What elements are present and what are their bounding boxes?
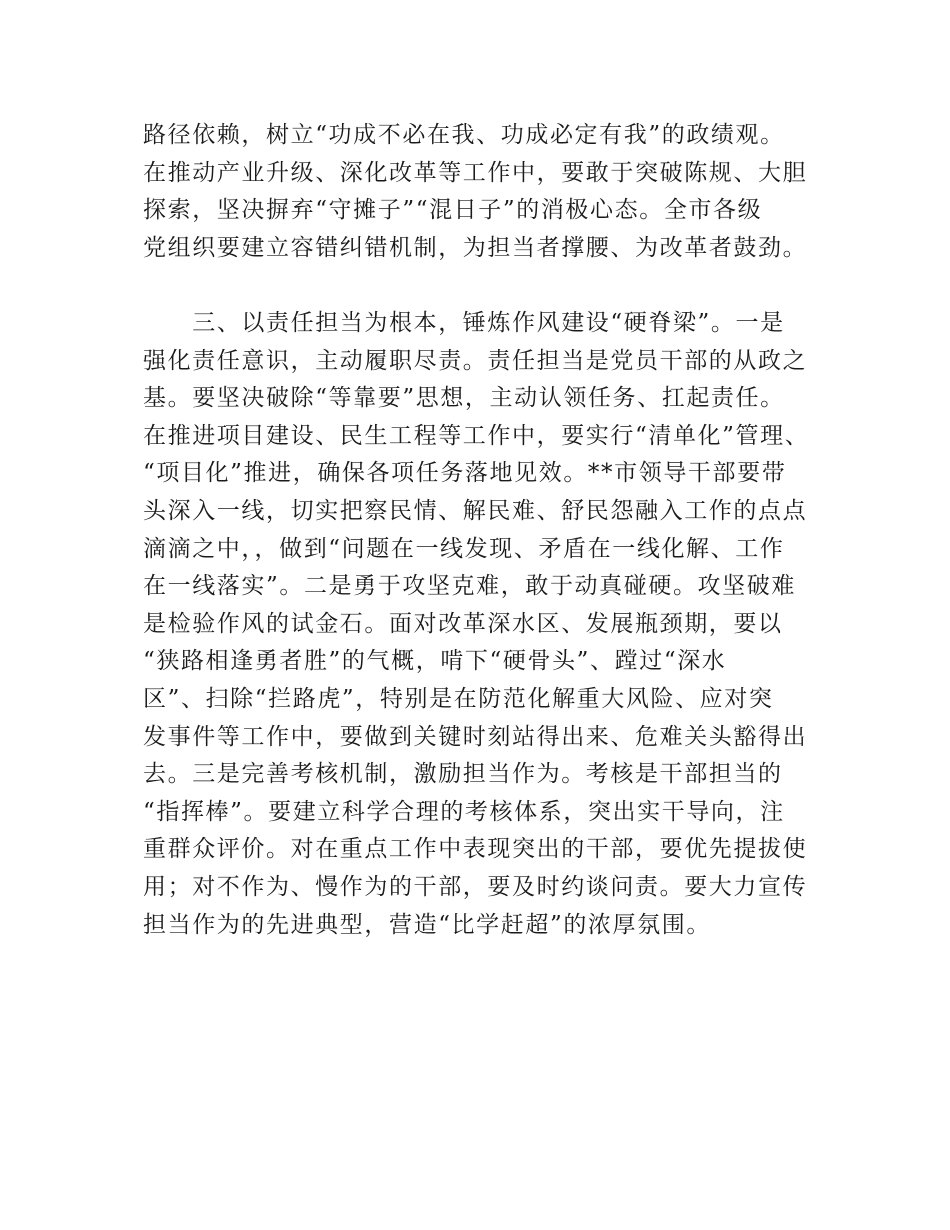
text-line: “指挥棒”。要建立科学合理的考核体系，突出实干导向，注	[143, 798, 785, 825]
text-line: 去。三是完善考核机制，激励担当作为。考核是干部担当的	[143, 761, 783, 788]
text-line: 探索，坚决摒弃“守摊子”“混日子”的消极心态。全市各级	[143, 197, 763, 223]
text-line: 担当作为的先进典型，营造“比学赶超”的浓厚氛围。	[143, 911, 711, 938]
text-line: 用；对不作为、慢作为的干部，要及时约谈问责。要大力宣传	[143, 873, 808, 900]
text-line: 区”、扫除“拦路虎”，特别是在防范化解重大风险、应对突	[143, 685, 774, 712]
text-line: 在推动产业升级、深化改革等工作中，要敢于突破陈规、大胆	[143, 159, 808, 186]
text-line: 基。要坚决破除“等靠要”思想，主动认领任务、扛起责任。	[143, 385, 785, 412]
paragraph-1	[143, 117, 823, 267]
text-line: 发事件等工作中，要做到关键时刻站得出来、危难关头豁得出	[143, 723, 808, 750]
text-line: 重群众评价。对在重点工作中表现突出的干部，要优先提拔使	[143, 836, 808, 863]
text-line: 是检验作风的试金石。面对改革深水区、发展瓶颈期，要以	[143, 610, 783, 637]
text-line: “项目化”推进，确保各项任务落地见效。**市领导干部要带	[143, 460, 787, 487]
paragraph-2	[143, 305, 823, 944]
text-line: 强化责任意识，主动履职尽责。责任担当是党员干部的从政之	[143, 347, 808, 374]
text-line: 三、以责任担当为根本，锤炼作风建设“硬脊梁”。一是	[143, 310, 785, 336]
text-line: “狭路相逢勇者胜”的气概，啃下“硬骨头”、蹚过“深水	[143, 648, 727, 675]
text-line: 在一线落实”。二是勇于攻坚克难，敢于动真碰硬。攻坚破难	[143, 573, 796, 600]
text-line: 路径依赖，树立“功成不必在我、功成必定有我”的政绩观。	[143, 122, 785, 148]
text-line: 头深入一线，切实把察民情、解民难、舒民怨融入工作的点点	[143, 497, 808, 524]
text-line: 滴滴之中，，做到“问题在一线发现、矛盾在一线化解、工作	[143, 535, 785, 562]
text-line: 在推进项目建设、民生工程等工作中，要实行“清单化”管理、	[143, 422, 810, 449]
text-line: 党组织要建立容错纠错机制，为担当者撑腰、为改革者鼓劲。	[143, 234, 808, 261]
